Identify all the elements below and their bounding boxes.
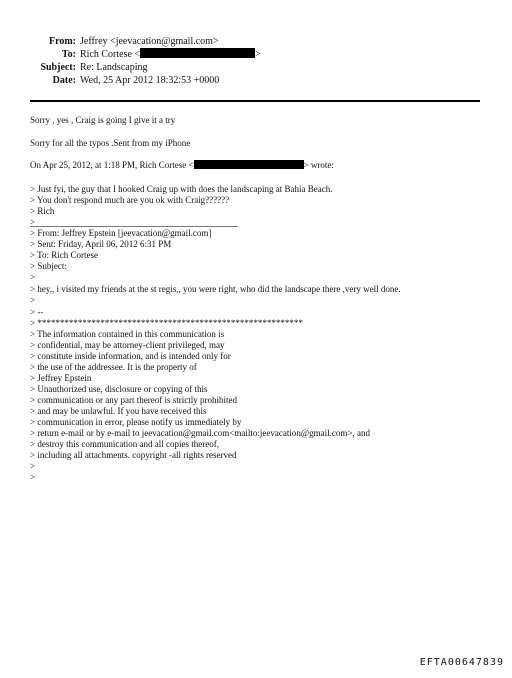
quoted-line: > The information contained in this communication is: [30, 329, 225, 339]
quoted-line: > Just fyi, the guy that I hooked Craig up with does the landscaping at Bahia Beach.: [30, 184, 333, 194]
quoted-line: > constitute inside information, and is intended only for: [30, 351, 231, 361]
quoted-line: > Unauthorized use, disclosure or copying of this: [30, 384, 208, 394]
to-value: [80, 48, 261, 61]
header-divider: [30, 100, 480, 102]
from-value: Jeffrey <jeevacation@gmail.com>: [80, 36, 219, 47]
quoted-line: > Jeffrey Epstein: [30, 373, 92, 383]
on-suffix: > wrote:: [303, 160, 334, 170]
quoted-line: > Sent: Friday, April 06, 2012 6:31 PM: [30, 239, 172, 249]
quoted-line: > return e-mail or by e-mail to jeevacation@gmail.com<mailto:jeevacation@gmail.com>, and: [30, 428, 370, 438]
subject-label: Subject:: [40, 62, 76, 73]
quoted-line: > communication or any part thereof is strictly prohibited: [30, 395, 238, 405]
on-prefix: On Apr 25, 2012, at 1:18 PM, Rich Cortese <: [30, 160, 194, 170]
redaction-bar: [194, 160, 304, 169]
quoted-line: > and may be unlawful. If you have received this: [30, 406, 207, 416]
to-label: To:: [61, 49, 76, 60]
quoted-line: >: [30, 272, 36, 282]
quoted-line: >: [30, 461, 36, 471]
quoted-line: >: [30, 295, 36, 305]
quoted-line: > the use of the addressee. It is the property of: [30, 362, 197, 372]
reply-line: Sorry , yes , Craig is going I give it a try: [30, 115, 176, 125]
quoted-line: > ***********************************************************: [30, 318, 303, 328]
quoted-line: >: [30, 472, 36, 482]
quoted-line: > You don't respond much are you ok with Craig??????: [30, 195, 230, 205]
quoted-line: >: [30, 217, 36, 227]
to-suffix: >: [255, 49, 261, 60]
subject-value: Re: Landscaping: [80, 62, 148, 73]
quoted-line: > hey,, i visited my friends at the st regis,, you were right, who did the landscape there ,very well done.: [30, 284, 401, 294]
date-value: Wed, 25 Apr 2012 18:32:53 +0000: [80, 75, 220, 86]
from-label: From:: [48, 36, 76, 47]
quoted-line: > communication in error, please notify us immediately by: [30, 417, 242, 427]
document-id: EFTA00647839: [419, 657, 504, 668]
on-wrote-line: [30, 160, 334, 171]
quoted-line: > Subject:: [30, 261, 67, 271]
date-label: Date:: [52, 75, 76, 86]
reply-line: Sorry for all the typos .Sent from my iPhone: [30, 138, 191, 148]
quote-separator: [30, 226, 238, 227]
redaction-bar: [140, 48, 255, 58]
to-prefix: Rich Cortese <: [80, 49, 141, 60]
quoted-line: > From: Jeffrey Epstein [jeevacation@gmail.com]: [30, 228, 212, 238]
quoted-line: > Rich: [30, 206, 55, 216]
quoted-line: > including all attachments. copyright -all rights reserved: [30, 450, 237, 460]
quoted-line: > confidential, may be attorney-client privileged, may: [30, 340, 225, 350]
quoted-line: > --: [30, 307, 44, 317]
quoted-line: > destroy this communication and all copies thereof,: [30, 439, 220, 449]
quoted-line: > To: Rich Cortese: [30, 250, 99, 260]
